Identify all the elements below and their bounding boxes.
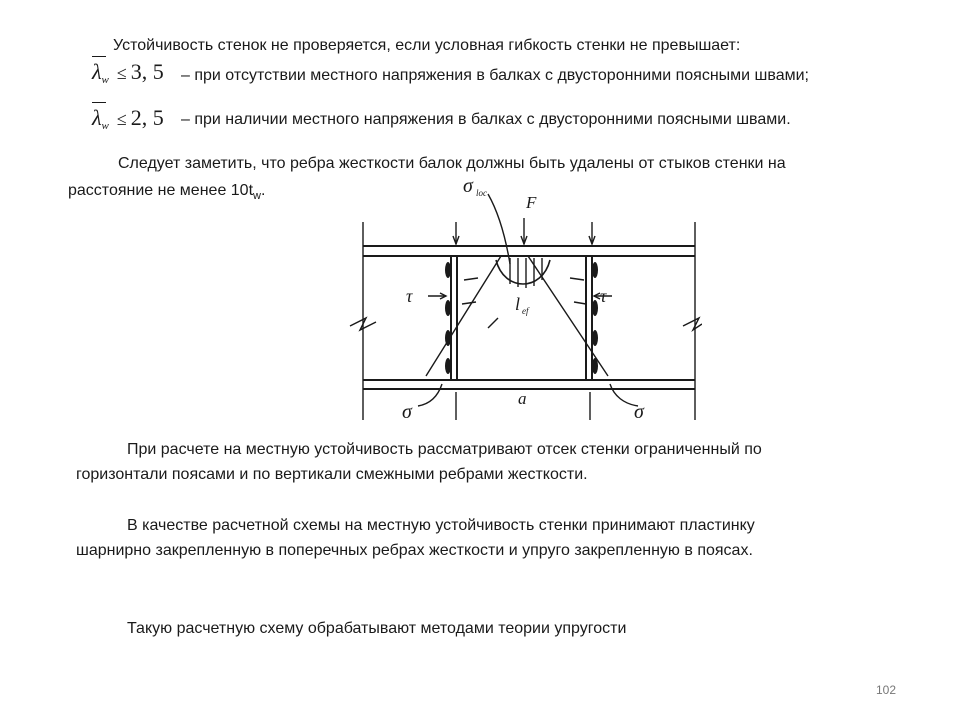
l-ef-subscript: ef <box>522 306 529 316</box>
text-line-9: шарнирно закрепленную в поперечных ребрах жесткости и упруго закрепленную в поясах. <box>76 542 753 559</box>
text-line-5: расстояние не менее $10t_w$. <box>68 182 266 203</box>
text-line-1: Устойчивость стенок не проверяется, если условная гибкость стенки не превышает: <box>113 37 741 54</box>
l-ef-label: l <box>515 294 521 314</box>
lambda-w-symbol: $\lambda_w$ <box>92 105 109 130</box>
text-line-3: – при наличии местного напряжения в балках с двусторонними поясными швами. <box>181 111 791 128</box>
text-line-2: – при отсутствии местного напряжения в балках с двусторонними поясными швами; <box>181 67 809 84</box>
text-line-8: В качестве расчетной схемы на местную устойчивость стенки принимают пластинку <box>127 517 755 534</box>
a-label: a <box>518 389 527 408</box>
beam-web-diagram <box>338 178 702 424</box>
text-line-6: При расчете на местную устойчивость рассматривают отсек стенки ограниченный по <box>127 441 762 458</box>
sigma-loc-subscript: loc <box>476 188 487 198</box>
lambda-w-symbol: $\lambda_w$ <box>92 59 109 84</box>
page-number: 102 <box>876 683 897 697</box>
sigma-left-label: σ <box>402 401 412 423</box>
sigma-loc-leader <box>488 194 510 264</box>
formula-1-value: 3, 5 <box>130 59 164 84</box>
sigma-loc-label: σ <box>463 178 473 197</box>
tau-left-label: τ <box>406 286 413 306</box>
sigma-right-label: σ <box>634 401 644 423</box>
slenderness-formula-1: $\lambda_w \le 3$, 5 <box>92 60 164 92</box>
text-line-7: горизонтали поясами и по вертикали смежными ребрами жесткости. <box>76 466 588 483</box>
slenderness-formula-2: $\lambda_w \le 2$, 5 <box>92 106 164 138</box>
right-break-mark <box>683 318 702 330</box>
text-line-10: Такую расчетную схему обрабатывают методами теории упругости <box>127 620 627 637</box>
tau-right-label: τ <box>600 286 607 306</box>
formula-2-value: 2, 5 <box>130 105 164 130</box>
sigma-left-leader <box>418 384 442 406</box>
force-label: F <box>526 193 537 212</box>
text-line-4: Следует заметить, что ребра жесткости балок должны быть удалены от стыков стенки на <box>118 155 786 172</box>
left-break-mark <box>350 318 376 330</box>
load-spread-triangle <box>426 256 608 376</box>
